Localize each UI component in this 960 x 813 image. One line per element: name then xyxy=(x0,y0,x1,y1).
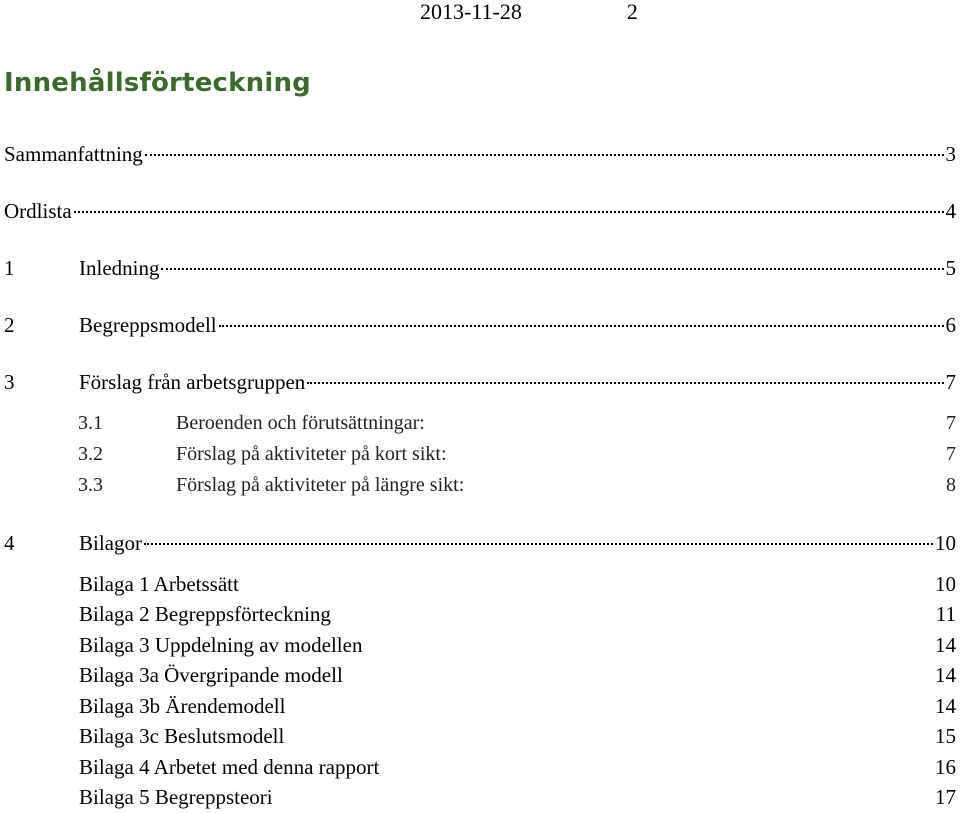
toc-entry-forslag[interactable] xyxy=(0,368,960,396)
toc-bilaga-label: Bilaga 3a Övergripande modell xyxy=(79,663,343,687)
toc-bilaga-2[interactable] xyxy=(0,599,960,629)
toc-entry-label: Sammanfattning xyxy=(4,142,143,166)
toc-bilaga-3b[interactable] xyxy=(0,691,960,721)
toc-entry-label: Inledning xyxy=(79,256,160,280)
header-page-number: 2 xyxy=(626,0,638,24)
toc-bilaga-label: Bilaga 2 Begreppsförteckning xyxy=(79,602,331,626)
toc-entry-page: 5 xyxy=(945,256,956,280)
header-date: 2013-11-28 xyxy=(420,0,522,24)
toc-entry-label: Begreppsmodell xyxy=(79,313,217,337)
toc-subentry-3-1[interactable] xyxy=(0,409,960,437)
toc-bilaga-page: 14 xyxy=(935,633,956,657)
toc-leader xyxy=(219,325,944,327)
toc-bilaga-label: Bilaga 4 Arbetet med denna rapport xyxy=(79,755,380,779)
toc-bilaga-3[interactable] xyxy=(0,630,960,660)
toc-bilaga-label: Bilaga 5 Begreppsteori xyxy=(79,785,273,809)
toc-entry-label: Förslag från arbetsgruppen xyxy=(79,370,306,394)
toc-subentry-label: Beroenden och förutsättningar: xyxy=(176,412,425,434)
toc-leader xyxy=(74,211,944,213)
toc-entry-page: 6 xyxy=(945,313,956,337)
toc-bilaga-label: Bilaga 3b Ärendemodell xyxy=(79,694,286,718)
toc-entry-number: 3 xyxy=(4,370,15,394)
toc-bilaga-1[interactable] xyxy=(0,569,960,599)
toc-entry-page: 3 xyxy=(945,142,956,166)
toc-bilaga-page: 11 xyxy=(935,602,956,626)
toc-bilaga-5[interactable] xyxy=(0,782,960,812)
toc-entry-page: 4 xyxy=(945,199,956,223)
toc-subentry-label: Förslag på aktiviteter på längre sikt: xyxy=(176,474,465,496)
toc-title: Innehållsförteckning xyxy=(4,68,311,98)
toc-entry-number: 4 xyxy=(4,531,15,555)
toc-subentry-page: 7 xyxy=(946,443,956,465)
toc-bilaga-3a[interactable] xyxy=(0,660,960,690)
toc-leader xyxy=(144,543,933,545)
toc-leader xyxy=(307,382,943,384)
toc-entry-number: 1 xyxy=(4,256,15,280)
toc-entry-begreppsmodell[interactable] xyxy=(0,311,960,339)
toc-subentry-number: 3.1 xyxy=(78,412,103,434)
toc-bilaga-page: 17 xyxy=(935,785,956,809)
page-header xyxy=(420,0,638,24)
toc-leader xyxy=(145,154,944,156)
toc-bilaga-page: 14 xyxy=(935,663,956,687)
toc-bilaga-page: 15 xyxy=(935,724,956,748)
toc-subentry-3-2[interactable] xyxy=(0,440,960,468)
toc-leader xyxy=(161,268,943,270)
toc-subentry-number: 3.2 xyxy=(78,443,103,465)
toc-bilaga-page: 14 xyxy=(935,694,956,718)
toc-entry-number: 2 xyxy=(4,313,15,337)
toc-bilaga-label: Bilaga 3c Beslutsmodell xyxy=(79,724,285,748)
toc-subentry-number: 3.3 xyxy=(78,474,103,496)
toc-bilaga-3c[interactable] xyxy=(0,721,960,751)
toc-entry-label: Ordlista xyxy=(4,199,72,223)
toc-bilaga-label: Bilaga 1 Arbetssätt xyxy=(79,572,239,596)
toc-subentry-page: 7 xyxy=(946,412,956,434)
toc-entry-label: Bilagor xyxy=(79,531,142,555)
toc-subentry-3-3[interactable] xyxy=(0,471,960,499)
toc-entry-sammanfattning[interactable] xyxy=(0,140,960,168)
toc-bilaga-page: 10 xyxy=(935,572,956,596)
toc-subentry-label: Förslag på aktiviteter på kort sikt: xyxy=(176,443,447,465)
toc-entry-ordlista[interactable] xyxy=(0,197,960,225)
toc-entry-bilagor[interactable] xyxy=(0,529,960,557)
toc-entry-inledning[interactable] xyxy=(0,254,960,282)
toc-entry-page: 7 xyxy=(945,370,956,394)
toc-bilaga-4[interactable] xyxy=(0,752,960,782)
toc-bilaga-label: Bilaga 3 Uppdelning av modellen xyxy=(79,633,363,657)
toc-subentry-page: 8 xyxy=(946,474,956,496)
toc-bilaga-page: 16 xyxy=(935,755,956,779)
toc-entry-page: 10 xyxy=(935,531,956,555)
